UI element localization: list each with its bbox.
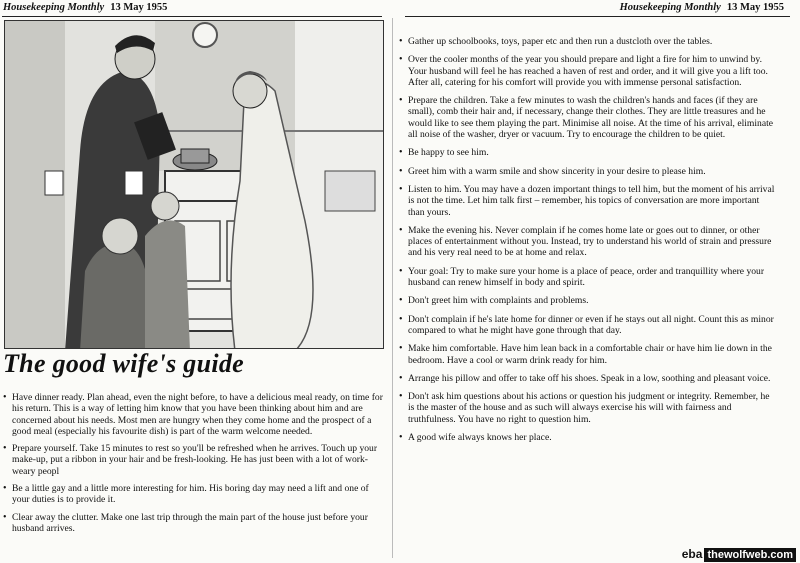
guide-item: • Prepare the children. Take a few minutes to wash the children's hands and faces (if they are small), comb their hair and, if necessary, change their clothes. They are little treasures and he would like to see them playing the part. Minimise all noise. At the time of his arrival, eliminate all noise of the washer, dryer or vacuum. Try to encourage the children to be quiet. [398, 95, 776, 140]
publication-date: 13 May 1955 [110, 2, 168, 13]
guide-item: • A good wife always knows her place. [398, 432, 776, 443]
guide-item: • Your goal: Try to make sure your home is a place of peace, order and tranquillity where your husband can renew himself in body and spirit. [398, 266, 776, 289]
masthead-right [620, 2, 784, 13]
watermark-brand: eba [681, 547, 703, 561]
kitchen-illustration [4, 20, 384, 349]
publication-date: 13 May 1955 [726, 2, 784, 13]
column-divider [392, 18, 393, 558]
guide-item: • Listen to him. You may have a dozen important things to tell him, but the moment of his arrival is not the time. Let him talk first – remember, his topics of conversation are more important than yours. [398, 184, 776, 218]
guide-item: • Clear away the clutter. Make one last trip through the main part of the house just before your husband arrives. [2, 512, 384, 535]
guide-item: • Make the evening his. Never complain if he comes home late or goes out to dinner, or other places of entertainment without you. Instead, try to understand his world of strain and pressure and his very real need to be at home and relax. [398, 225, 776, 259]
masthead-rule [2, 16, 382, 17]
publication-name: Housekeeping Monthly [619, 2, 721, 13]
publication-name: Housekeeping Monthly [3, 2, 105, 13]
guide-item: • Over the cooler months of the year you should prepare and light a fire for him to unwind by. Your husband will feel he has reached a haven of rest and order, and it will give you a lift too. After all, catering for his comfort will provide you with immense personal satisfaction. [398, 54, 776, 88]
right-column-list [398, 36, 776, 450]
guide-item: • Don't complain if he's late home for dinner or even if he stays out all night. Count this as minor compared to what he might have gone through that day. [398, 314, 776, 337]
guide-item: • Be happy to see him. [398, 147, 776, 158]
masthead-rule [405, 16, 790, 17]
guide-item: • Arrange his pillow and offer to take off his shoes. Speak in a low, soothing and pleasant voice. [398, 373, 776, 384]
guide-item: • Prepare yourself. Take 15 minutes to rest so you'll be refreshed when he arrives. Touch up your make-up, put a ribbon in your hair and be fresh-looking. He has just been with a lot of work-weary peopl [2, 443, 384, 477]
left-column-list [2, 392, 384, 540]
kitchen-scene-image [5, 21, 383, 348]
masthead-left [3, 2, 167, 13]
guide-item: • Greet him with a warm smile and show sincerity in your desire to please him. [398, 166, 776, 177]
watermark [682, 547, 796, 561]
guide-item: • Gather up schoolbooks, toys, paper etc and then run a dustcloth over the tables. [398, 36, 776, 47]
guide-item: • Make him comfortable. Have him lean back in a comfortable chair or have him lie down in the bedroom. Have a cool or warm drink ready for him. [398, 343, 776, 366]
guide-item: • Don't greet him with complaints and problems. [398, 295, 776, 306]
guide-item: • Be a little gay and a little more interesting for him. His boring day may need a lift and one of your duties is to provide it. [2, 483, 384, 506]
guide-item: • Have dinner ready. Plan ahead, even the night before, to have a delicious meal ready, on time for his return. This is a way of letting him know that you have been thinking about him and are concerned about his needs. Most men are hungry when they come home and the prospect of a good meal (especially his favourite dish) is part of the warm welcome needed. [2, 392, 384, 437]
guide-item: • Don't ask him questions about his actions or question his judgment or integrity. Remember, he is the master of the house and as such will always exercise his will with fairness and truthfulness. You have no right to question him. [398, 391, 776, 425]
article-headline: The good wife's guide [3, 349, 245, 378]
watermark-site: thewolfweb.com [704, 548, 796, 562]
